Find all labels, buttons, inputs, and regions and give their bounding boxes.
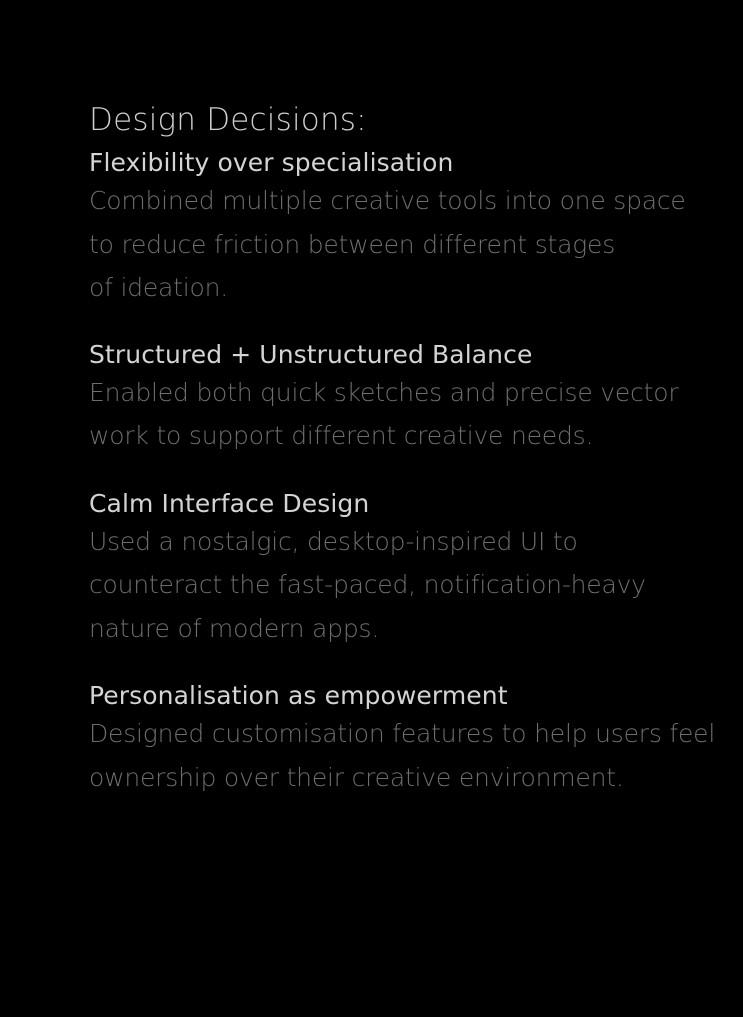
spacer bbox=[89, 458, 729, 488]
section-personalisation bbox=[89, 680, 729, 799]
design-decisions-content bbox=[89, 100, 729, 799]
section-body-line: nature of modern apps. bbox=[89, 613, 380, 643]
section-heading: Calm Interface Design bbox=[89, 488, 370, 518]
section-body-line: Enabled both quick sketches and precise vector bbox=[89, 377, 679, 407]
section-heading: Structured + Unstructured Balance bbox=[89, 339, 533, 369]
section-flexibility bbox=[89, 147, 729, 310]
section-body-line: of ideation. bbox=[89, 273, 228, 302]
section-body-line: to reduce friction between different stages bbox=[89, 229, 616, 259]
section-body-line: Used a nostalgic, desktop-inspired UI to bbox=[89, 526, 578, 556]
section-heading: Flexibility over specialisation bbox=[89, 148, 454, 177]
section-heading: Personalisation as empowerment bbox=[89, 681, 508, 710]
section-body-line: counteract the fast-paced, notification-heavy bbox=[89, 570, 646, 599]
section-body-line: work to support different creative needs. bbox=[89, 421, 594, 450]
section-body-line: Combined multiple creative tools into one space bbox=[89, 186, 686, 215]
spacer bbox=[89, 650, 729, 680]
section-structured-balance bbox=[89, 339, 729, 458]
page-title: Design Decisions: bbox=[89, 102, 367, 138]
section-calm-interface bbox=[89, 488, 729, 651]
section-body-line: ownership over their creative environment. bbox=[89, 762, 624, 792]
spacer bbox=[89, 310, 729, 339]
spacer bbox=[89, 140, 729, 147]
section-body-line: Designed customisation features to help users feel bbox=[89, 719, 716, 748]
